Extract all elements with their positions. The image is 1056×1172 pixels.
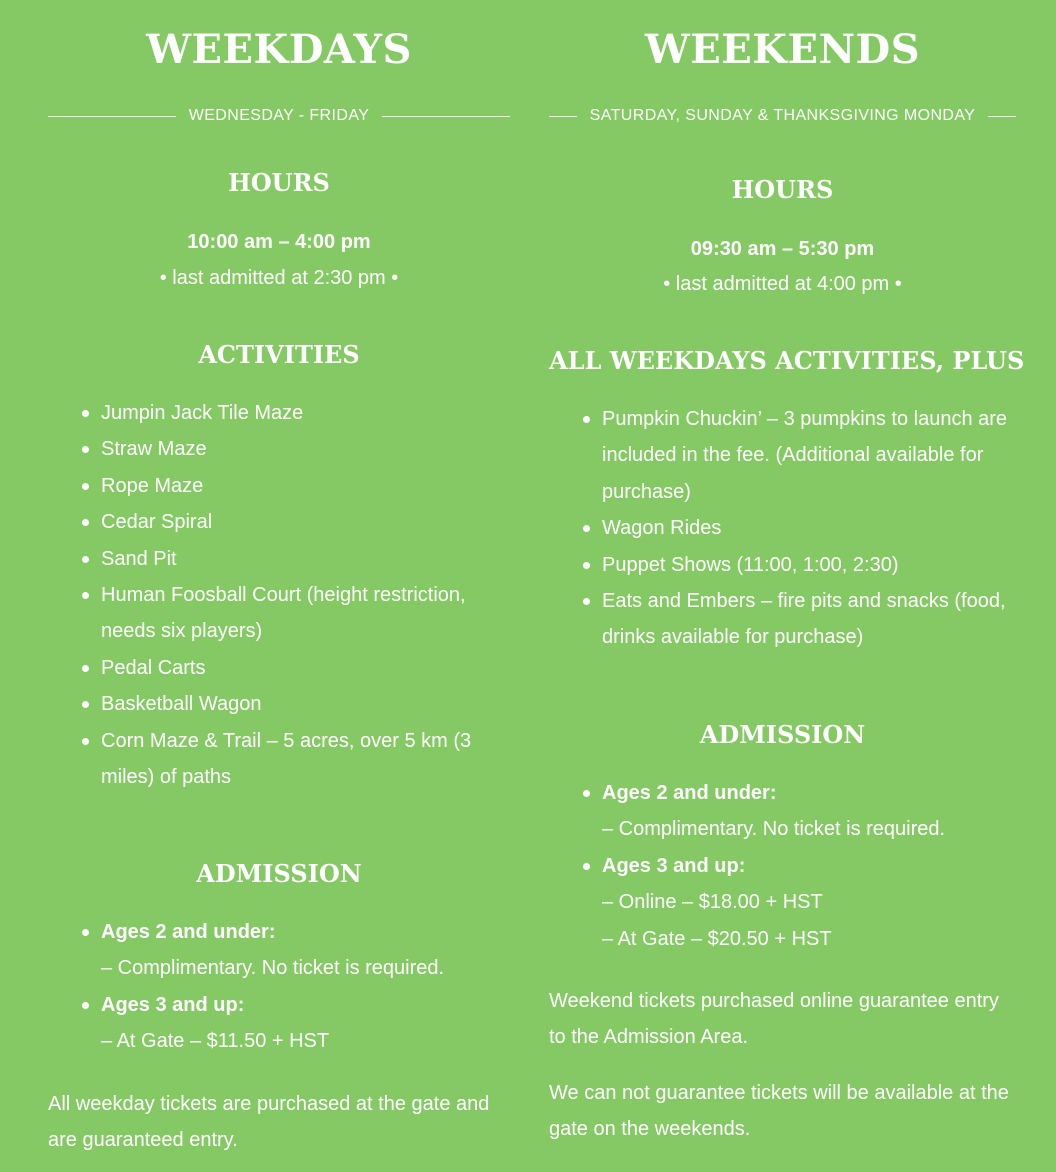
bullet-icon [583, 562, 590, 569]
admission-price: – At Gate – $11.50 + HST [101, 1030, 330, 1053]
admission-price-online: – Online – $18.00 + HST [602, 891, 823, 914]
list-item: Cedar Spiral [101, 504, 510, 540]
weekdays-admission-heading: ADMISSION [196, 859, 362, 888]
list-item: Puppet Shows (11:00, 1:00, 2:30) [602, 547, 1016, 583]
admission-item [602, 775, 1016, 848]
list-item: Pumpkin Chuckin’ – 3 pumpkins to launch are included in the fee. (Additional available for purchase) [602, 401, 1016, 510]
list-item: Pedal Carts [101, 650, 510, 686]
bullet-icon [82, 738, 89, 745]
weekdays-subtitle: WEDNESDAY - FRIDAY [188, 107, 370, 124]
bullet-icon [82, 665, 89, 672]
weekends-subtitle: SATURDAY, SUNDAY & THANKSGIVING MONDAY [589, 107, 976, 124]
bullet-icon [583, 525, 590, 532]
weekdays-subtitle-row [48, 106, 510, 126]
weekends-hours-time: 09:30 am – 5:30 pm [690, 238, 875, 260]
admission-age-label: Ages 3 and up: [101, 993, 245, 1016]
divider-line-left [48, 116, 176, 117]
bullet-icon [82, 556, 89, 563]
weekends-title: WEEKENDS [644, 26, 921, 73]
admission-item [101, 987, 510, 1060]
admission-price: – Complimentary. No ticket is required. [101, 957, 445, 980]
weekends-admission-list [549, 775, 1016, 957]
weekdays-footnote: All weekday tickets are purchased at the gate and are guaranteed entry. [48, 1093, 490, 1152]
admission-age-label: Ages 2 and under: [602, 782, 777, 804]
bullet-icon [583, 790, 590, 797]
admission-age-label: Ages 2 and under: [101, 921, 276, 943]
weekends-activities-heading: ALL WEEKDAYS ACTIVITIES, PLUS [549, 346, 1025, 375]
bullet-icon [82, 483, 89, 490]
bullet-icon [82, 592, 89, 599]
weekdays-activities-heading: ACTIVITIES [198, 340, 360, 369]
bullet-icon [82, 1002, 89, 1009]
admission-price: – Complimentary. No ticket is required. [602, 818, 946, 841]
list-item: Sand Pit [101, 541, 510, 577]
bullet-icon [583, 416, 590, 423]
weekdays-admission-list [48, 914, 510, 1060]
admission-price-gate: – At Gate – $20.50 + HST [602, 927, 832, 950]
bullet-icon [583, 598, 590, 605]
weekdays-hours-heading: HOURS [228, 168, 330, 197]
weekends-activities-list [549, 401, 1016, 656]
divider-line-right [988, 116, 1016, 117]
weekends-subtitle-row [549, 106, 1016, 126]
list-item: Straw Maze [101, 431, 510, 467]
list-item: Wagon Rides [602, 510, 1016, 546]
weekends-footnote-gate: We can not guarantee tickets will be available at the gate on the weekends. [549, 1082, 1009, 1141]
weekends-admission-heading: ADMISSION [699, 720, 866, 749]
list-item: Corn Maze & Trail – 5 acres, over 5 km (3 miles) of paths [101, 723, 510, 796]
weekdays-title: WEEKDAYS [146, 26, 412, 73]
weekdays-activities-list [48, 395, 510, 795]
list-item: Human Foosball Court (height restriction, needs six players) [101, 577, 510, 650]
list-item: Basketball Wagon [101, 686, 510, 722]
bullet-icon [82, 929, 89, 936]
list-item: Rope Maze [101, 468, 510, 504]
divider-line-right [382, 116, 510, 117]
admission-item [602, 848, 1016, 957]
list-item: Jumpin Jack Tile Maze [101, 395, 510, 431]
bullet-icon [82, 701, 89, 708]
bullet-icon [583, 863, 590, 870]
list-item: Eats and Embers – fire pits and snacks (food, drinks available for purchase) [602, 583, 1016, 656]
weekdays-hours-note: • last admitted at 2:30 pm • [159, 267, 399, 289]
weekdays-hours-time: 10:00 am – 4:00 pm [187, 231, 371, 253]
admission-age-label: Ages 3 and up: [602, 854, 746, 877]
divider-line-left [549, 116, 577, 117]
admission-item [101, 914, 510, 987]
bullet-icon [82, 446, 89, 453]
weekends-footnote-online: Weekend tickets purchased online guarantee entry to the Admission Area. [549, 990, 999, 1049]
bullet-icon [82, 410, 89, 417]
weekends-hours-heading: HOURS [731, 175, 834, 204]
weekends-hours-note: • last admitted at 4:00 pm • [663, 273, 902, 295]
bullet-icon [82, 519, 89, 526]
